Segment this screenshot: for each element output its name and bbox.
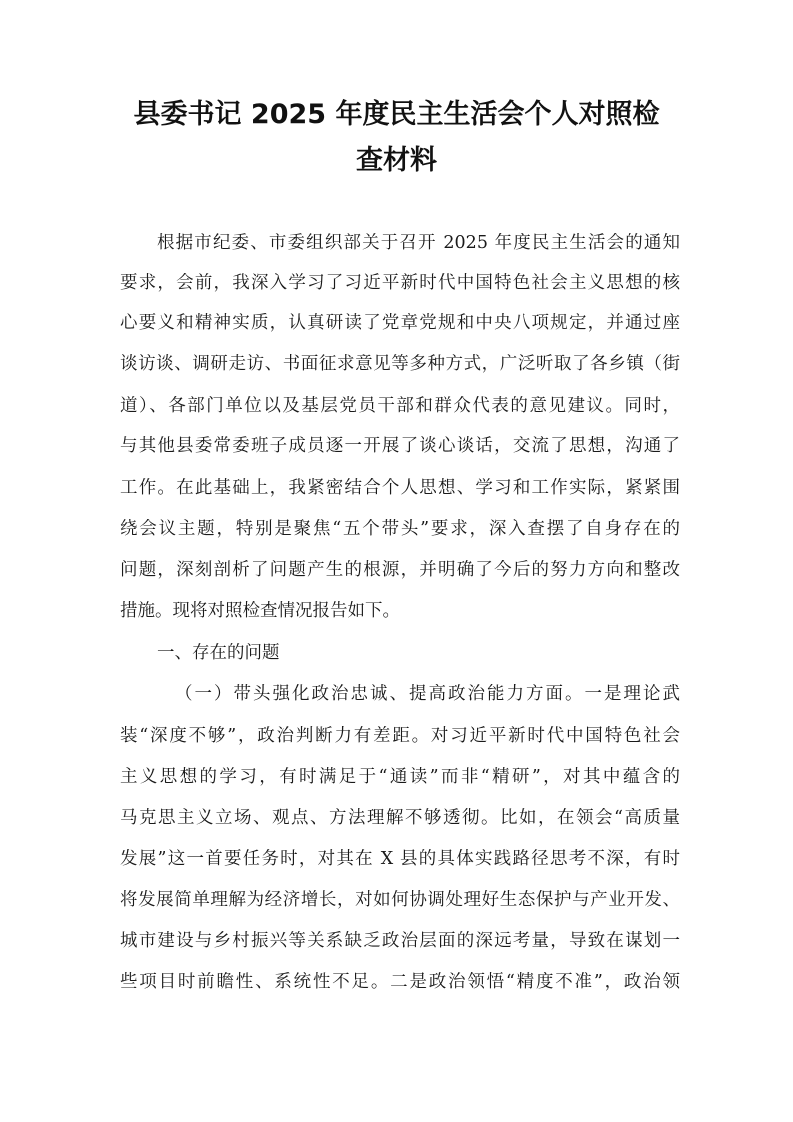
intro-line-1: 根据市纪委、市委组织部关于召开 2025 年度民主生活会的通知 — [157, 233, 680, 253]
document-title — [100, 92, 693, 184]
intro-line-10: 措施。现将对照检查情况报告如下。 — [120, 601, 400, 621]
body-line-3: 主义思想的学习，有时满足于“通读”而非“精研”，对其中蕴含的 — [120, 767, 680, 787]
section-heading: 一、存在的问题 — [157, 643, 280, 663]
intro-line-8: 绕会议主题，特别是聚焦“五个带头”要求，深入查摆了自身存在的 — [120, 519, 680, 539]
body-line-4: 马克思主义立场、观点、方法理解不够透彻。比如，在领会“高质量 — [120, 808, 680, 828]
body-line-5: 发展”这一首要任务时，对其在 X 县的具体实践路径思考不深，有时 — [120, 849, 680, 869]
body-line-6: 将发展简单理解为经济增长，对如何协调处理好生态保护与产业开发、 — [120, 890, 680, 910]
body-line-7: 城市建设与乡村振兴等关系缺乏政治层面的深远考量，导致在谋划一 — [120, 931, 680, 951]
intro-line-7: 工作。在此基础上，我紧密结合个人思想、学习和工作实际，紧紧围 — [120, 478, 680, 498]
intro-line-5: 道）、各部门单位以及基层党员干部和群众代表的意见建议。同时， — [120, 396, 680, 416]
intro-line-2: 要求，会前，我深入学习了习近平新时代中国特色社会主义思想的核 — [120, 273, 680, 293]
intro-line-9: 问题，深刻剖析了问题产生的根源，并明确了今后的努力方向和整改 — [120, 560, 680, 580]
intro-line-4: 谈访谈、调研走访、书面征求意见等多种方式，广泛听取了各乡镇（街 — [120, 354, 680, 374]
body-line-1: （一）带头强化政治忠诚、提高政治能力方面。一是理论武 — [175, 684, 680, 704]
intro-line-6: 与其他县委常委班子成员逐一开展了谈心谈话，交流了思想，沟通了 — [120, 436, 680, 456]
intro-line-3: 心要义和精神实质，认真研读了党章党规和中央八项规定，并通过座 — [120, 313, 680, 333]
title-line-1: 县委书记 2025 年度民主生活会个人对照检 — [133, 99, 660, 130]
title-line-2: 查材料 — [356, 145, 437, 176]
body-line-8: 些项目时前瞻性、系统性不足。二是政治领悟“精度不准”，政治领 — [120, 972, 680, 992]
body-line-2: 装“深度不够”，政治判断力有差距。对习近平新时代中国特色社会 — [120, 726, 680, 746]
